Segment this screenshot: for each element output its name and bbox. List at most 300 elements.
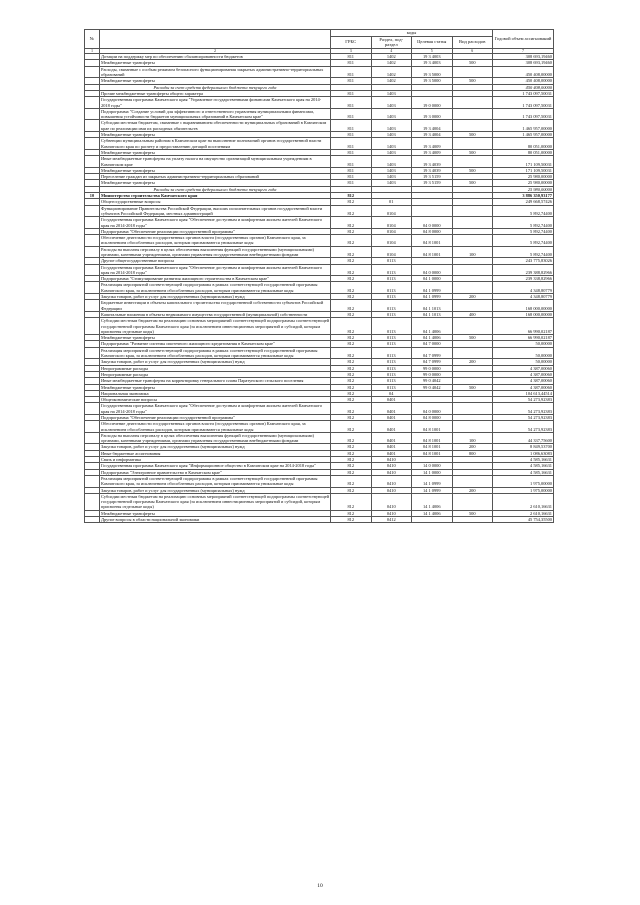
row-sum: 450 408,00000 [493,84,554,90]
row-name: Связь и информатика [100,457,331,463]
row-celevaya: 99 0 0000 [412,371,453,377]
row-name: Межбюджетные трансферты [100,132,331,138]
row-grbs: 812 [331,341,372,347]
row-grbs: 812 [331,415,372,421]
table-row [85,97,554,109]
row-celevaya [412,205,453,217]
row-grbs: 812 [331,264,372,276]
row-vid: 100 [452,432,493,444]
row-name: Субсидии местным бюджетам на реализацию основных мероприятий соответствующей подпрограммы соответствующей государственной программы Камчатского края (за исключением инвестиционных мероприятий и субсидий, которым присвоены отдельные коды) [101,318,330,334]
row-sum: 1 465 957,00000 [493,120,554,132]
table-row [85,217,554,229]
row-celevaya: 04 8 1001 [412,432,453,444]
row-sum: 2 610,16631 [493,510,554,516]
row-name: Закупка товаров, работ и услуг для государственных (муниципальных) нужд [100,444,331,450]
row-razdel: 0104 [371,217,412,229]
idx-cell: 2 [100,48,331,53]
col-celevaya-header: Целевая статья [412,36,453,48]
row-razdel: 0113 [371,341,412,347]
row-razdel: 1403 [371,108,412,120]
row-vid [452,66,493,78]
row-grbs: 812 [331,403,372,415]
row-sum: 25 980,00000 [493,174,554,180]
table-row [85,517,554,523]
row-sum: 50,00000 [493,341,554,347]
row-sum: 25 980,00000 [493,186,554,192]
row-sum: 1 975,00000 [493,487,554,493]
col-codes-header: коды [331,30,493,37]
row-name: Общеэкономические вопросы [100,397,331,403]
row-razdel: 0104 [371,205,412,217]
row-sum: 239 338,82966 [493,276,554,282]
row-grbs: 811 [331,90,372,96]
row-razdel: 0410 [371,463,412,469]
row-grbs: 812 [331,294,372,300]
row-sum: 4 387,00060 [493,378,554,384]
row-name: Государственная программа Камчатского края "Обеспечение доступным и комфортным жильем жителей Камчатского края на 2014-2018 годы" [100,403,331,415]
row-grbs: 812 [331,365,372,371]
row-number: 10 [85,193,100,199]
row-name: Национальная экономика [100,390,331,396]
table-row [85,403,554,415]
row-vid: 100 [452,246,493,258]
table-row [85,264,554,276]
row-sum: 168 000,00000 [493,300,554,312]
row-vid [452,156,493,168]
row-razdel: 1403 [371,156,412,168]
row-grbs: 812 [331,300,372,312]
budget-table-page [84,29,554,523]
row-grbs: 812 [331,228,372,234]
row-number [85,246,100,258]
row-razdel: 1403 [371,120,412,132]
row-name: Субвенции муниципальным районам в Камчатском крае на выполнение полномочий органов государственной власти Камчатского края по расчету и предоставлению дотаций поселениям [100,138,331,150]
row-grbs: 812 [331,205,372,217]
row-razdel: 0113 [371,294,412,300]
row-number [85,517,100,523]
row-sum: 5 892,74400 [493,205,554,217]
table-row [85,300,554,312]
row-vid: 500 [452,132,493,138]
row-razdel: 0401 [371,421,412,433]
row-name: Подпрограмма "Создание условий для эффективного и ответственного управления муниципальными финансами, повышения устойчивости бюджетов муниципальных образований в Камчатском крае" [100,108,331,120]
row-name: Реализация мероприятий соответствующей подпрограммы в рамках соответствующей государственной программы Камчатского края, за исключением обособленных расходов, которым присваиваются уникальные коды [100,282,331,294]
row-name: Межбюджетные трансферты [100,384,331,390]
row-celevaya [412,517,453,523]
row-name: Государственная программа Камчатского края "Информационное общество в Камчатском крае на 2014-2018 годы" [100,463,331,469]
table-row [85,493,554,510]
row-razdel: 0113 [371,311,412,317]
row-grbs: 811 [331,174,372,180]
row-celevaya: 04 0 0000 [412,403,453,415]
row-celevaya: 04 8 1001 [412,246,453,258]
row-celevaya: 04 8 1001 [412,421,453,433]
row-grbs: 812 [331,311,372,317]
row-grbs: 811 [331,180,372,186]
row-celevaya: 19 3 4003 [412,54,453,60]
row-sum: 8 849,53700 [493,444,554,450]
col-grbs-header: ГРБС [331,36,372,48]
row-celevaya: 04 8 1001 [412,235,453,247]
row-sum: 25 980,00000 [493,180,554,186]
row-sum: 1 743 097,50031 [493,108,554,120]
row-razdel: 0113 [371,371,412,377]
row-number [85,300,100,312]
row-name: Обеспечение деятельности государственных органов власти (государственных органов) Камчатского края, за исключением обособленных расходов, которым присваиваются уникальные коды [100,421,331,433]
row-vid [452,300,493,312]
row-vid: 800 [452,450,493,456]
row-grbs: 812 [331,469,372,475]
col-razdel-header: Раздел, под- раздел [371,36,412,48]
table-row [85,282,554,294]
row-celevaya: 04 1 4006 [412,318,453,335]
row-vid [452,493,493,510]
row-sum: 1 465 957,00000 [493,132,554,138]
row-name: Иные бюджетные ассигнования [100,450,331,456]
row-name: Межбюджетные трансферты [100,60,331,66]
row-celevaya: 04 7 0999 [412,347,453,359]
row-vid [452,264,493,276]
row-celevaya: 14 0 0000 [412,463,453,469]
row-celevaya: 19 3 4004 [412,132,453,138]
row-grbs: 812 [331,493,372,510]
row-razdel: 1403 [371,132,412,138]
row-sum: 66 990,02187 [493,335,554,341]
row-razdel: 1402 [371,66,412,78]
row-razdel: 0410 [371,510,412,516]
row-sum: 4 348,80779 [493,294,554,300]
table-row [85,432,554,444]
row-celevaya: 19 3 4004 [412,120,453,132]
row-vid [452,97,493,109]
row-name: Расходы, связанные с особым режимом безопасного функционирования закрытых административно-территориальных образований [100,66,331,78]
row-sum: 1 086,63083 [493,450,554,456]
row-name: Государственная программа Камчатского края "Обеспечение доступным и комфортным жильем жителей Камчатского края на 2014-2018 годы" [100,264,331,276]
row-razdel: 0104 [371,246,412,258]
row-celevaya: 04 1 4006 [412,335,453,341]
row-razdel: 1402 [371,54,412,60]
idx-cell: 3 [331,48,372,53]
row-razdel: 0410 [371,457,412,463]
row-sum: 5 892,74400 [493,235,554,247]
row-vid [452,205,493,217]
row-grbs: 812 [331,457,372,463]
row-grbs: 812 [331,444,372,450]
row-name: Государственная программа Камчатского края "Обеспечение доступным и комфортным жильем жителей Камчатского края на 2014-2018 годы" [100,217,331,229]
row-razdel: 1402 [371,60,412,66]
row-razdel: 0113 [371,335,412,341]
row-celevaya: 04 1 0999 [412,294,453,300]
row-grbs: 812 [331,276,372,282]
table-row [85,235,554,247]
row-name: Обеспечение деятельности государственных органов власти (государственных органов) Камчатского края, за исключением обособленных расходов, которым присваиваются уникальные коды [100,235,331,247]
row-celevaya: 99 0 0000 [412,365,453,371]
row-name: Закупка товаров, работ и услуг для государственных (муниципальных) нужд [100,487,331,493]
row-celevaya: 04 7 0999 [412,359,453,365]
table-row [85,246,554,258]
row-grbs: 812 [331,335,372,341]
row-sum: 308 693,19460 [493,54,554,60]
row-razdel: 1403 [371,138,412,150]
row-razdel: 0104 [371,235,412,247]
row-sum: 4 387,00060 [493,384,554,390]
row-number [85,217,100,229]
row-vid: 500 [452,510,493,516]
row-grbs: 811 [331,149,372,155]
row-name: Межбюджетные трансферты [100,180,331,186]
row-name: Подпрограмма "Обеспечение реализации государственной программы" [100,228,331,234]
row-grbs: 811 [331,132,372,138]
row-sum: 1 743 097,50031 [493,90,554,96]
row-vid [452,347,493,359]
row-number [85,108,100,120]
row-sum: 308 693,19460 [493,60,554,66]
row-grbs: 812 [331,487,372,493]
row-name: Непрограммные расходы [100,365,331,371]
row-celevaya: 04 1 0999 [412,282,453,294]
row-name: Бюджетные инвестиции в объекты капитального строительства государственной собственности субъектов Российской Федерации [100,300,331,312]
row-grbs: 812 [331,397,372,403]
row-grbs: 812 [331,217,372,229]
row-name: Переселение граждан из закрытых административно-территориальных образований [100,174,331,180]
row-grbs: 812 [331,371,372,377]
row-vid [452,120,493,132]
row-celevaya: 04 0 0000 [412,217,453,229]
row-razdel: 0401 [371,397,412,403]
row-name: Расходы на выплаты персоналу в целях обеспечения выполнения функций государственными (муниципальными) органами, казенными учреждениями, органами управления государственными внебюджетными фондами [100,432,331,444]
row-celevaya: 04 1 0000 [412,276,453,282]
row-number [85,138,100,150]
row-name: Реализация мероприятий соответствующей подпрограммы в рамках соответствующей государственной программы Камчатского края, за исключением обособленных расходов, которым присваиваются уникальные коды [100,347,331,359]
row-grbs: 812 [331,318,372,335]
row-grbs: 811 [331,156,372,168]
row-vid: 200 [452,487,493,493]
row-grbs: 812 [331,475,372,487]
row-vid: 500 [452,60,493,66]
table-row [85,66,554,78]
row-razdel: 0113 [371,347,412,359]
row-name: Закупка товаров, работ и услуг для государственных (муниципальных) нужд [100,359,331,365]
row-vid: 500 [452,180,493,186]
row-sum: 1 743 097,50031 [493,97,554,109]
table-row [85,421,554,433]
row-grbs: 812 [331,258,372,264]
row-sum: 5 892,74400 [493,246,554,258]
row-vid [452,108,493,120]
table-row [85,156,554,168]
budget-table [84,29,554,523]
row-number [85,235,100,247]
row-number [85,421,100,433]
row-grbs: 812 [331,199,372,205]
row-razdel: 1403 [371,90,412,96]
row-celevaya: 99 0 4042 [412,378,453,384]
row-celevaya: 99 0 4042 [412,384,453,390]
row-grbs: 811 [331,78,372,84]
row-celevaya: 04 1 1013 [412,311,453,317]
row-name: Закупка товаров, работ и услуг для государственных (муниципальных) нужд [100,294,331,300]
row-sum: 1 975,00000 [493,475,554,487]
table-row [85,475,554,487]
row-name: Межбюджетные трансферты [100,510,331,516]
row-number [85,156,100,168]
row-vid [452,235,493,247]
row-name: Другие общегосударственные вопросы [100,258,331,264]
row-name: Межбюджетные трансферты [100,335,331,341]
row-name: Капитальные вложения в объекты недвижимого имущества государственной (муниципальной) собственности [100,311,331,317]
row-celevaya: 04 8 1001 [412,450,453,456]
row-celevaya: 14 1 0000 [412,469,453,475]
row-grbs: 811 [331,138,372,150]
row-number [85,475,100,487]
row-grbs: 811 [331,108,372,120]
row-number [85,403,100,415]
row-sum: 54 273,92383 [493,403,554,415]
row-grbs: 811 [331,60,372,66]
row-grbs: 812 [331,450,372,456]
row-name: Иные межбюджетные трансферты на уплату налога на имущество организаций муниципальным учреждениям в Камчатском крае [100,156,331,168]
row-sum: 4 585,16631 [493,469,554,475]
row-sum: 171 109,50031 [493,156,554,168]
row-sum: 104 613,44514 [493,390,554,396]
idx-cell: 7 [493,48,554,53]
row-vid: 500 [452,167,493,173]
row-razdel: 1403 [371,149,412,155]
row-razdel: 0410 [371,469,412,475]
row-grbs: 811 [331,54,372,60]
row-sum: 2 610,16631 [493,493,554,510]
row-sum: 249 668,57426 [493,199,554,205]
row-name: Общегосударственные вопросы [100,199,331,205]
row-name: Государственная программа Камчатского края "Управление государственными финансами Камчатского края на 2014-2018 годы" [100,97,331,109]
row-name: Расходы на выплаты персоналу в целях обеспечения выполнения функций государственными (муниципальными) органами, казенными учреждениями, органами управления государственными внебюджетными фондами [100,246,331,258]
row-celevaya: 04 8 0000 [412,415,453,421]
row-razdel: 0113 [371,359,412,365]
row-sum: 80 051,00000 [493,138,554,150]
row-grbs: 812 [331,510,372,516]
row-number [85,282,100,294]
row-sum: 44 337,75600 [493,432,554,444]
row-sum: 50,00000 [493,347,554,359]
row-number [85,347,100,359]
row-vid [452,403,493,415]
row-name: Межбюджетные трансферты [100,149,331,155]
row-vid: 500 [452,149,493,155]
row-name: Иные межбюджетные трансферты на корректировку генерального плана Паратунского сельского поселения [100,378,331,384]
row-grbs: 811 [331,66,372,78]
row-razdel: 01 [371,199,412,205]
row-celevaya: 19 3 5000 [412,66,453,78]
row-razdel: 0412 [371,517,412,523]
row-vid: 500 [452,335,493,341]
row-razdel: 0113 [371,318,412,335]
row-razdel: 0401 [371,432,412,444]
row-razdel: 0410 [371,493,412,510]
row-vid: 200 [452,444,493,450]
row-sum: 450 408,00000 [493,66,554,78]
row-vid: 500 [452,384,493,390]
row-name: Дотации на поддержку мер по обеспечению сбалансированности бюджетов [100,54,331,60]
row-celevaya: 19 3 4003 [412,60,453,66]
row-razdel: 0401 [371,415,412,421]
row-razdel: 0401 [371,403,412,415]
row-razdel: 0410 [371,475,412,487]
row-grbs: 812 [331,390,372,396]
row-number [85,97,100,109]
idx-cell: 1 [85,48,100,53]
row-number [85,66,100,78]
row-razdel: 1403 [371,167,412,173]
row-celevaya: 14 1 4006 [412,510,453,516]
row-razdel: 0113 [371,378,412,384]
row-name: Министерство строительства Камчатского края [100,193,331,199]
table-row [85,138,554,150]
row-name: Подпрограмма "Стимулирование развития жилищного строительства в Камчатском крае" [100,276,331,282]
row-grbs: 812 [331,235,372,247]
row-celevaya: 14 1 4006 [412,493,453,510]
row-razdel: 0410 [371,487,412,493]
row-number [85,120,100,132]
row-celevaya: 14 1 0999 [412,475,453,487]
row-vid: 500 [452,78,493,84]
row-celevaya: 19 3 5159 [412,180,453,186]
row-name: Подпрограмма "Развитие системы ипотечного жилищного кредитования в Камчатском крае" [100,341,331,347]
row-sum: 5 892,74400 [493,228,554,234]
row-razdel: 1402 [371,78,412,84]
row-name: Расходы за счет средств федерального бюджета текущего года [100,84,331,90]
row-sum: 50,00000 [493,359,554,365]
row-razdel: 0113 [371,300,412,312]
row-vid [452,318,493,335]
row-razdel: 0401 [371,444,412,450]
row-vid: 200 [452,294,493,300]
row-celevaya: 04 1 1013 [412,300,453,312]
row-sum: 54 273,92383 [493,415,554,421]
row-sum: 4 585,16631 [493,463,554,469]
col-name-header [100,30,331,49]
row-celevaya: 14 1 0999 [412,487,453,493]
row-sum: 5 892,74400 [493,217,554,229]
row-sum: 4 348,80779 [493,282,554,294]
table-row [85,205,554,217]
row-razdel: 1403 [371,180,412,186]
row-grbs: 811 [331,97,372,109]
table-body [85,54,554,523]
row-vid [452,517,493,523]
row-grbs: 812 [331,359,372,365]
row-grbs: 811 [331,167,372,173]
row-vid [452,138,493,150]
row-sum: 168 000,00000 [493,311,554,317]
row-celevaya: 19 3 4009 [412,138,453,150]
row-sum: 243 775,83026 [493,258,554,264]
row-razdel: 04 [371,390,412,396]
row-number [85,264,100,276]
row-razdel: 0113 [371,365,412,371]
row-number [85,432,100,444]
row-grbs: 812 [331,463,372,469]
row-vid: 200 [452,359,493,365]
row-sum: 45 754,35500 [493,517,554,523]
row-grbs: 812 [331,246,372,258]
row-name: Субсидии местным бюджетам на реализацию основных мероприятий соответствующей подпрограммы соответствующей государственной программы Камчатского края (за исключением инвестиционных мероприятий и субсидий, которым присвоены отдельные коды) [101,493,330,510]
row-vid [452,475,493,487]
table-row [85,120,554,132]
row-vid [452,217,493,229]
row-razdel: 0113 [371,282,412,294]
row-sum: 66 990,02187 [493,318,554,335]
row-sum: 3 886 350,93177 [493,193,554,199]
